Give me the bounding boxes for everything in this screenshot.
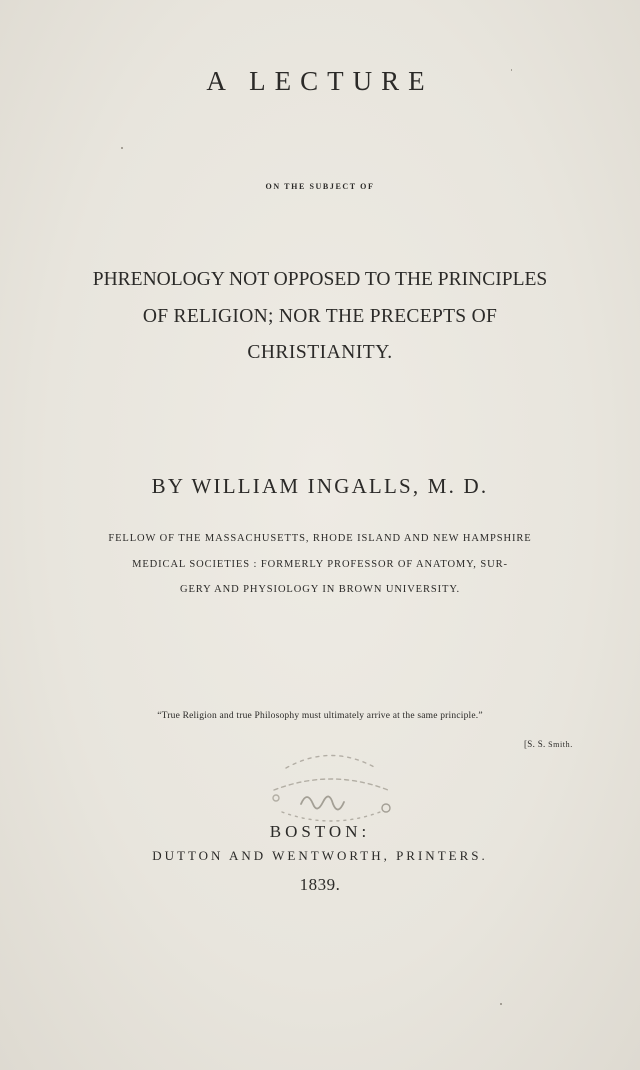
imprint-printers: DUTTON AND WENTWORTH, PRINTERS. <box>152 848 488 863</box>
attribution-name: Smith. <box>548 740 573 749</box>
attribution-prefix: [S. S. <box>524 739 549 749</box>
subtitle-line-2: OF RELIGION; NOR THE PRECEPTS OF <box>142 306 498 327</box>
credentials-line-3: GERY AND PHYSIOLOGY IN BROWN UNIVERSITY. <box>179 584 461 595</box>
epigraph-attribution <box>524 739 573 749</box>
paper-speck <box>500 1003 502 1005</box>
paper-speck <box>121 147 123 149</box>
subtitle-line-3: CHRISTIANITY. <box>247 342 393 363</box>
subtitle-line-1: PHRENOLOGY NOT OPPOSED TO THE PRINCIPLES <box>92 269 548 290</box>
epigraph: “True Religion and true Philosophy must ultimately arrive at the same principle.” <box>157 711 483 721</box>
paper-speck <box>511 69 512 71</box>
book-title: A LECTURE <box>206 66 434 96</box>
imprint-place: BOSTON: <box>269 822 371 841</box>
credentials-line-2: MEDICAL SOCIETIES : FORMERLY PROFESSOR OF ANATOMY, SUR- <box>132 559 508 570</box>
subject-line: ON THE SUBJECT OF <box>265 182 375 191</box>
credentials-line-1: FELLOW OF THE MASSACHUSETTS, RHODE ISLAND AND NEW HAMPSHIRE <box>108 533 532 544</box>
author-line: BY WILLIAM INGALLS, M. D. <box>151 474 489 498</box>
imprint-year: 1839. <box>299 875 341 894</box>
